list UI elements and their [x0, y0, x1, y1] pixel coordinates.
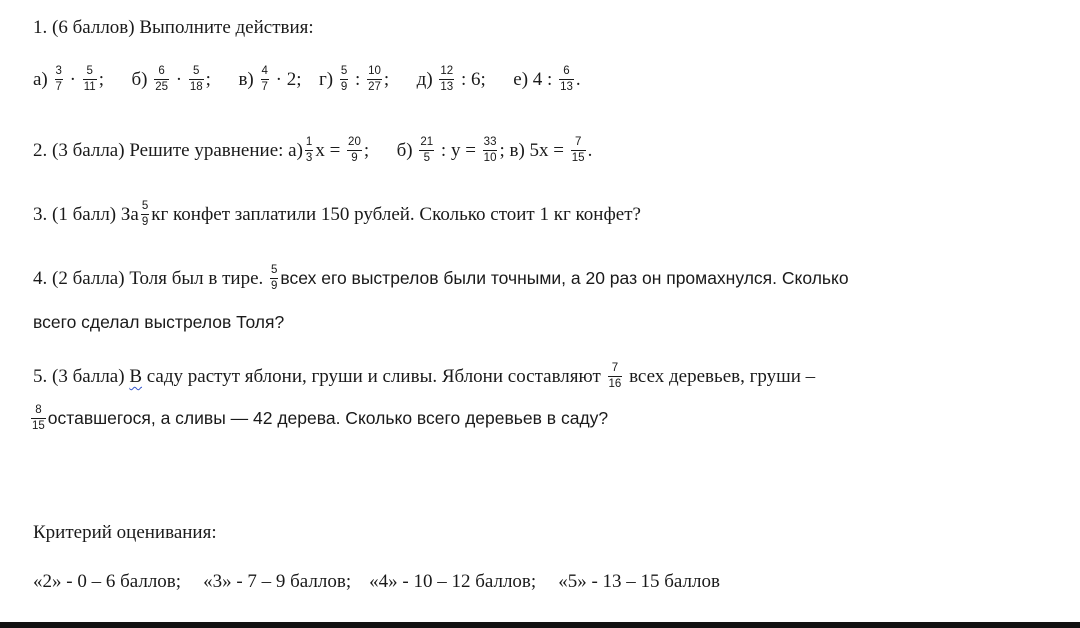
- criteria-list: [33, 571, 720, 593]
- fraction: $\frac{5}{18}$: [189, 65, 203, 94]
- fraction: $\frac{7}{16}$: [608, 362, 622, 391]
- spellcheck-underline: В: [129, 366, 143, 388]
- fraction: $\frac{12}{13}$: [440, 65, 454, 94]
- fraction: $\frac{6}{25}$: [155, 65, 169, 94]
- fraction: $\frac{8}{15}$: [32, 404, 45, 433]
- fraction: $\frac{1}{3}$: [305, 136, 313, 165]
- fraction: $\frac{20}{9}$: [348, 136, 361, 165]
- fraction: $\frac{5}{9}$: [141, 200, 149, 229]
- criteria-item: «3» - 7 – 9 баллов;: [203, 571, 352, 592]
- criteria-title: Критерий оценивания:: [33, 522, 217, 543]
- fraction: $\frac{21}{5}$: [420, 136, 434, 165]
- task-1b: б) $\frac{6}{25}$ · $\frac{5}{18}$ ;: [131, 65, 211, 94]
- task-4-line-2: всего сделал выстрелов Толя?: [33, 312, 285, 332]
- fraction: $\frac{33}{10}$: [483, 136, 497, 165]
- task-2: 2. (3 балла) Решите уравнение: а) $\frac{1}{3}$ х = $\frac{20}{9}$ ; б) $\frac{21}{5}$ : у = $\frac{33}{10}$ ; в) 5х = $\frac{7}{15}$ .: [33, 136, 593, 165]
- bottom-bar: [0, 622, 1080, 628]
- task-1v: в) $\frac{4}{7}$ · 2;: [238, 65, 302, 94]
- fraction: $\frac{6}{13}$: [560, 65, 573, 94]
- fraction: $\frac{3}{7}$: [55, 65, 62, 94]
- task-1a: а) $\frac{3}{7}$ · $\frac{5}{11}$ ;: [33, 65, 104, 94]
- task-4: 4. (2 балла) Толя был в тире. $\frac{5}{9}$ всех его выстрелов были точными, а 20 раз он промахнулся. Сколько: [33, 264, 849, 293]
- task-1d: д) $\frac{12}{13}$ : 6;: [416, 65, 486, 94]
- fraction: $\frac{5}{9}$: [340, 65, 348, 94]
- fraction: $\frac{7}{15}$: [571, 136, 585, 165]
- task-1-items: [33, 66, 581, 95]
- task-1e: е) 4 : $\frac{6}{13}$ .: [513, 65, 581, 94]
- task-5: 5. (3 балла) В саду растут яблони, груши и сливы. Яблони составляют $\frac{7}{16}$ всех деревьев, груши –: [33, 362, 816, 391]
- fraction: $\frac{10}{27}$: [368, 65, 381, 94]
- criteria-item: «4» - 10 – 12 баллов;: [369, 571, 537, 592]
- fraction: $\frac{4}{7}$: [261, 65, 268, 94]
- fraction: $\frac{5}{11}$: [83, 65, 96, 94]
- criteria-item: «2» - 0 – 6 баллов;: [33, 571, 182, 592]
- criteria-item: «5» - 13 – 15 баллов: [558, 571, 720, 592]
- task-1-title: 1. (6 баллов) Выполните действия:: [33, 17, 314, 38]
- task-1g: г) $\frac{5}{9}$ : $\frac{10}{27}$ ;: [319, 65, 390, 94]
- task-3: 3. (1 балл) За $\frac{5}{9}$ кг конфет заплатили 150 рублей. Сколько стоит 1 кг конфет?: [33, 200, 641, 229]
- task-5-line-2: $\frac{8}{15}$ оставшегося, а сливы — 42 дерева. Сколько всего деревьев в саду?: [32, 404, 609, 433]
- fraction: $\frac{5}{9}$: [271, 264, 278, 293]
